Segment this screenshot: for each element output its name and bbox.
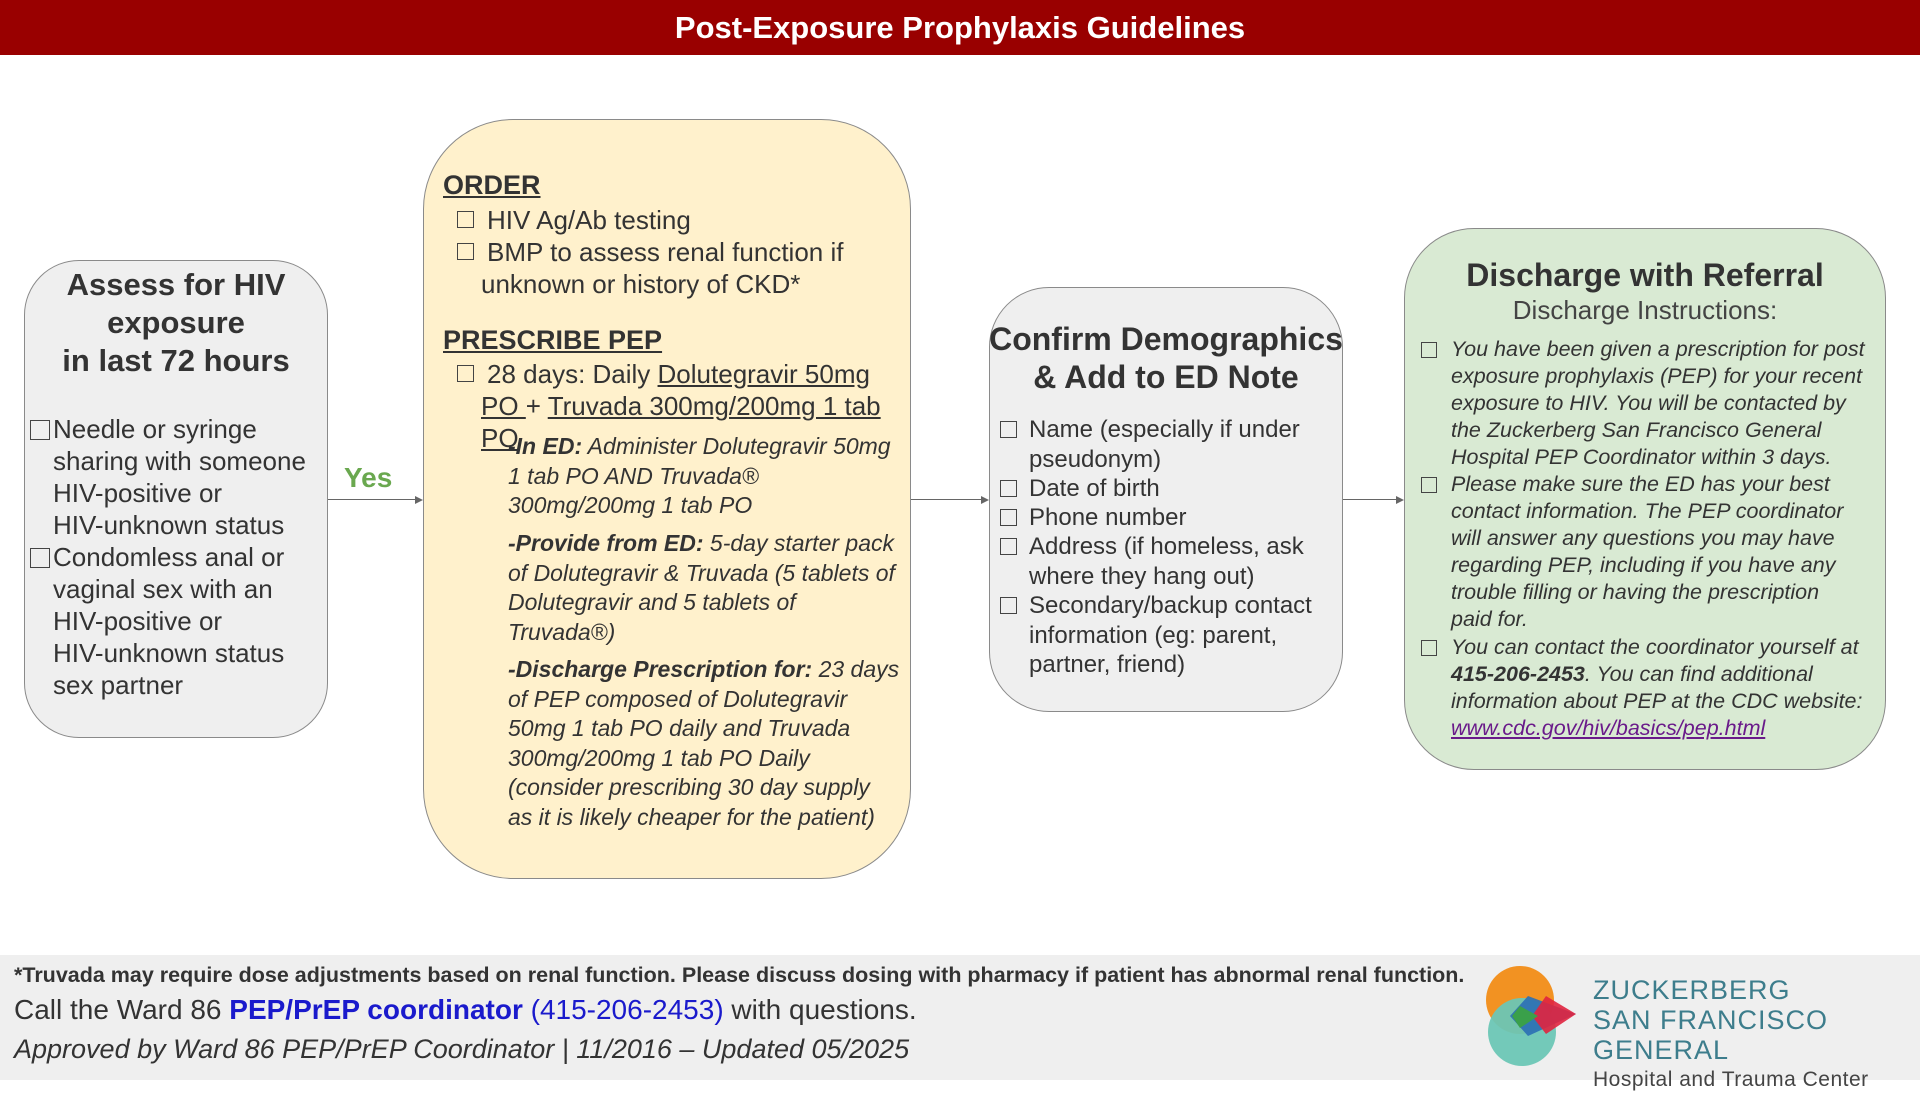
note-text: Administer Dolutegravir 50mg bbox=[582, 433, 891, 459]
plus-text: + bbox=[525, 391, 548, 421]
call-coordinator-line bbox=[14, 994, 917, 1026]
item-line: You have been given a prescription for post bbox=[1451, 337, 1865, 361]
checkbox-icon[interactable] bbox=[1421, 477, 1437, 493]
checkbox-icon[interactable] bbox=[1000, 480, 1017, 497]
note-text: 5-day starter pack bbox=[703, 530, 894, 556]
checkbox-icon[interactable] bbox=[1421, 342, 1437, 358]
order-item-bmp[interactable] bbox=[457, 236, 897, 300]
item-line: HIV-unknown status bbox=[53, 510, 285, 540]
item-line: Phone number bbox=[1029, 504, 1187, 531]
item-line: exposure to HIV. You will be contacted by bbox=[1451, 391, 1846, 415]
assess-title-line: in last 72 hours bbox=[62, 343, 290, 378]
note-discharge-prescription bbox=[508, 655, 908, 832]
item-line: regarding PEP, including if you have any bbox=[1451, 553, 1836, 577]
cdc-pep-link[interactable]: www.cdc.gov/hiv/basics/pep.html bbox=[1451, 716, 1766, 740]
zsfg-logo-text bbox=[1593, 975, 1920, 1095]
item-line: Hospital PEP Coordinator within 3 days. bbox=[1451, 445, 1832, 469]
connector-arrow bbox=[911, 499, 982, 500]
note-provide-from-ed bbox=[508, 529, 908, 647]
note-text: (consider prescribing 30 day supply bbox=[508, 774, 870, 800]
item-line: vaginal sex with an bbox=[53, 574, 273, 604]
approval-line: Approved by Ward 86 PEP/PrEP Coordinator | 11/2016 – Updated 05/2025 bbox=[14, 1034, 910, 1064]
checkbox-icon[interactable] bbox=[30, 548, 50, 568]
arrow-head-icon bbox=[415, 496, 423, 504]
note-text: Truvada®) bbox=[508, 618, 616, 645]
note-text: of Dolutegravir & Truvada (5 tablets of bbox=[508, 559, 895, 586]
item-line: Name (especially if under bbox=[1029, 416, 1300, 443]
confirm-item-address[interactable] bbox=[1000, 532, 1340, 591]
item-line: Needle or syringe bbox=[53, 414, 257, 444]
item-line: BMP to assess renal function if bbox=[487, 237, 844, 267]
item-line: exposure prophylaxis (PEP) for your recent bbox=[1451, 364, 1863, 388]
assess-title-line: exposure bbox=[107, 305, 245, 340]
po-text: PO bbox=[481, 423, 519, 453]
item-line: information about PEP at the CDC website: bbox=[1451, 689, 1863, 713]
item-line: trouble filling or having the prescription bbox=[1451, 580, 1820, 604]
logo-line: SAN FRANCISCO GENERAL bbox=[1593, 1005, 1829, 1065]
discharge-item-2[interactable] bbox=[1421, 471, 1881, 633]
item-line: sharing with someone bbox=[53, 446, 306, 476]
note-text: Dolutegravir and 5 tablets of bbox=[508, 589, 796, 615]
item-line: Address (if homeless, ask bbox=[1029, 533, 1304, 560]
note-text: 300mg/200mg 1 tab PO Daily bbox=[508, 744, 810, 771]
discharge-item-1[interactable] bbox=[1421, 336, 1881, 471]
confirm-item-name[interactable] bbox=[1000, 415, 1340, 474]
note-text: 300mg/200mg 1 tab PO bbox=[508, 492, 753, 518]
item-line: Secondary/backup contact bbox=[1029, 592, 1312, 619]
note-in-ed bbox=[508, 432, 908, 521]
order-heading: ORDER bbox=[443, 170, 541, 200]
checkbox-icon[interactable] bbox=[1000, 509, 1017, 526]
assess-item-needle[interactable] bbox=[30, 413, 330, 541]
checkbox-icon[interactable] bbox=[457, 211, 474, 228]
coordinator-phone: (415-206-2453) bbox=[522, 994, 724, 1025]
coordinator-phone: 415-206-2453 bbox=[1451, 662, 1585, 686]
item-line: paid for. bbox=[1451, 607, 1528, 631]
note-text: 23 days bbox=[812, 656, 900, 682]
note-text: 1 tab PO AND Truvada® bbox=[508, 462, 759, 489]
item-line bbox=[1451, 661, 1881, 688]
item-line: will answer any questions you may have bbox=[1451, 526, 1835, 550]
discharge-item-3[interactable] bbox=[1421, 634, 1881, 742]
item-line: Please make sure the ED has your best bbox=[1451, 472, 1830, 496]
connector-arrow bbox=[1343, 499, 1397, 500]
note-text: 50mg 1 tab PO daily and Truvada bbox=[508, 715, 851, 741]
confirm-title bbox=[989, 320, 1343, 396]
item-line: partner, friend) bbox=[1029, 651, 1186, 678]
call-text: with questions. bbox=[723, 994, 917, 1025]
item-line: information (eg: parent, bbox=[1029, 621, 1278, 649]
item-line: pseudonym) bbox=[1029, 445, 1162, 473]
item-line: sex partner bbox=[53, 670, 184, 700]
confirm-title-line: Confirm Demographics bbox=[989, 321, 1343, 357]
confirm-title-line: & Add to ED Note bbox=[1033, 359, 1299, 395]
connector-arrow bbox=[328, 499, 416, 500]
dolutegravir-text: Dolutegravir 50mg bbox=[657, 359, 870, 389]
item-line: You can contact the coordinator yourself at bbox=[1451, 635, 1859, 659]
truvada-text: Truvada 300mg/200mg 1 tab bbox=[547, 391, 881, 421]
confirm-item-secondary-contact[interactable] bbox=[1000, 591, 1340, 680]
item-line: Condomless anal or bbox=[53, 542, 285, 572]
logo-line: ZUCKERBERG bbox=[1593, 975, 1791, 1005]
logo-line: Hospital and Trauma Center bbox=[1593, 1068, 1869, 1091]
arrow-head-icon bbox=[981, 496, 989, 504]
item-line: HIV-positive or bbox=[53, 478, 223, 508]
po-text: PO bbox=[481, 391, 526, 421]
prescribe-line-1 bbox=[487, 358, 917, 390]
note-label: -Provide from ED: bbox=[508, 530, 704, 556]
discharge-title: Discharge with Referral bbox=[1466, 257, 1824, 293]
checkbox-icon[interactable] bbox=[1000, 538, 1017, 555]
checkbox-icon[interactable] bbox=[1000, 421, 1017, 438]
zsfg-logo-icon bbox=[1480, 962, 1584, 1068]
footnote: *Truvada may require dose adjustments based on renal function. Please discuss dosing with pharmacy if patient has abnormal renal function. bbox=[14, 963, 1465, 987]
arrow-head-icon bbox=[1396, 496, 1404, 504]
checkbox-icon[interactable] bbox=[30, 420, 50, 440]
item-line: HIV-positive or bbox=[53, 606, 223, 636]
discharge-subtitle: Discharge Instructions: bbox=[1512, 295, 1778, 325]
note-text: of PEP composed of Dolutegravir bbox=[508, 685, 848, 712]
page-title: Post-Exposure Prophylaxis Guidelines bbox=[0, 0, 1920, 55]
checkbox-icon[interactable] bbox=[457, 365, 474, 382]
prescribe-heading: PRESCRIBE PEP bbox=[443, 325, 663, 355]
confirm-item-dob[interactable] bbox=[1000, 474, 1340, 504]
checkbox-icon[interactable] bbox=[457, 243, 474, 260]
note-text: as it is likely cheaper for the patient) bbox=[508, 803, 875, 830]
item-line: unknown or history of CKD* bbox=[481, 269, 801, 299]
checkbox-icon[interactable] bbox=[1421, 640, 1437, 656]
order-item-hiv-test[interactable] bbox=[457, 204, 897, 236]
note-label: -Discharge Prescription for: bbox=[508, 656, 813, 682]
note-label: -In ED: bbox=[508, 433, 583, 459]
call-text: Call the Ward 86 bbox=[14, 994, 230, 1025]
item-line: where they hang out) bbox=[1029, 562, 1255, 590]
prescribe-text: 28 days: Daily bbox=[487, 359, 658, 389]
assess-title bbox=[24, 266, 328, 380]
yes-label: Yes bbox=[344, 462, 393, 493]
item-text: . You can find additional bbox=[1584, 662, 1813, 686]
item-line: HIV-unknown status bbox=[53, 638, 285, 668]
item-line: contact information. The PEP coordinator bbox=[1451, 499, 1844, 523]
item-line: Date of birth bbox=[1029, 475, 1160, 502]
coordinator-label: PEP/PrEP coordinator bbox=[229, 994, 523, 1025]
item-line: HIV Ag/Ab testing bbox=[487, 205, 691, 235]
assess-item-condomless[interactable] bbox=[30, 541, 330, 701]
assess-title-line: Assess for HIV bbox=[66, 267, 286, 302]
confirm-item-phone[interactable] bbox=[1000, 503, 1340, 533]
item-line: the Zuckerberg San Francisco General bbox=[1451, 418, 1822, 442]
checkbox-icon[interactable] bbox=[1000, 597, 1017, 614]
